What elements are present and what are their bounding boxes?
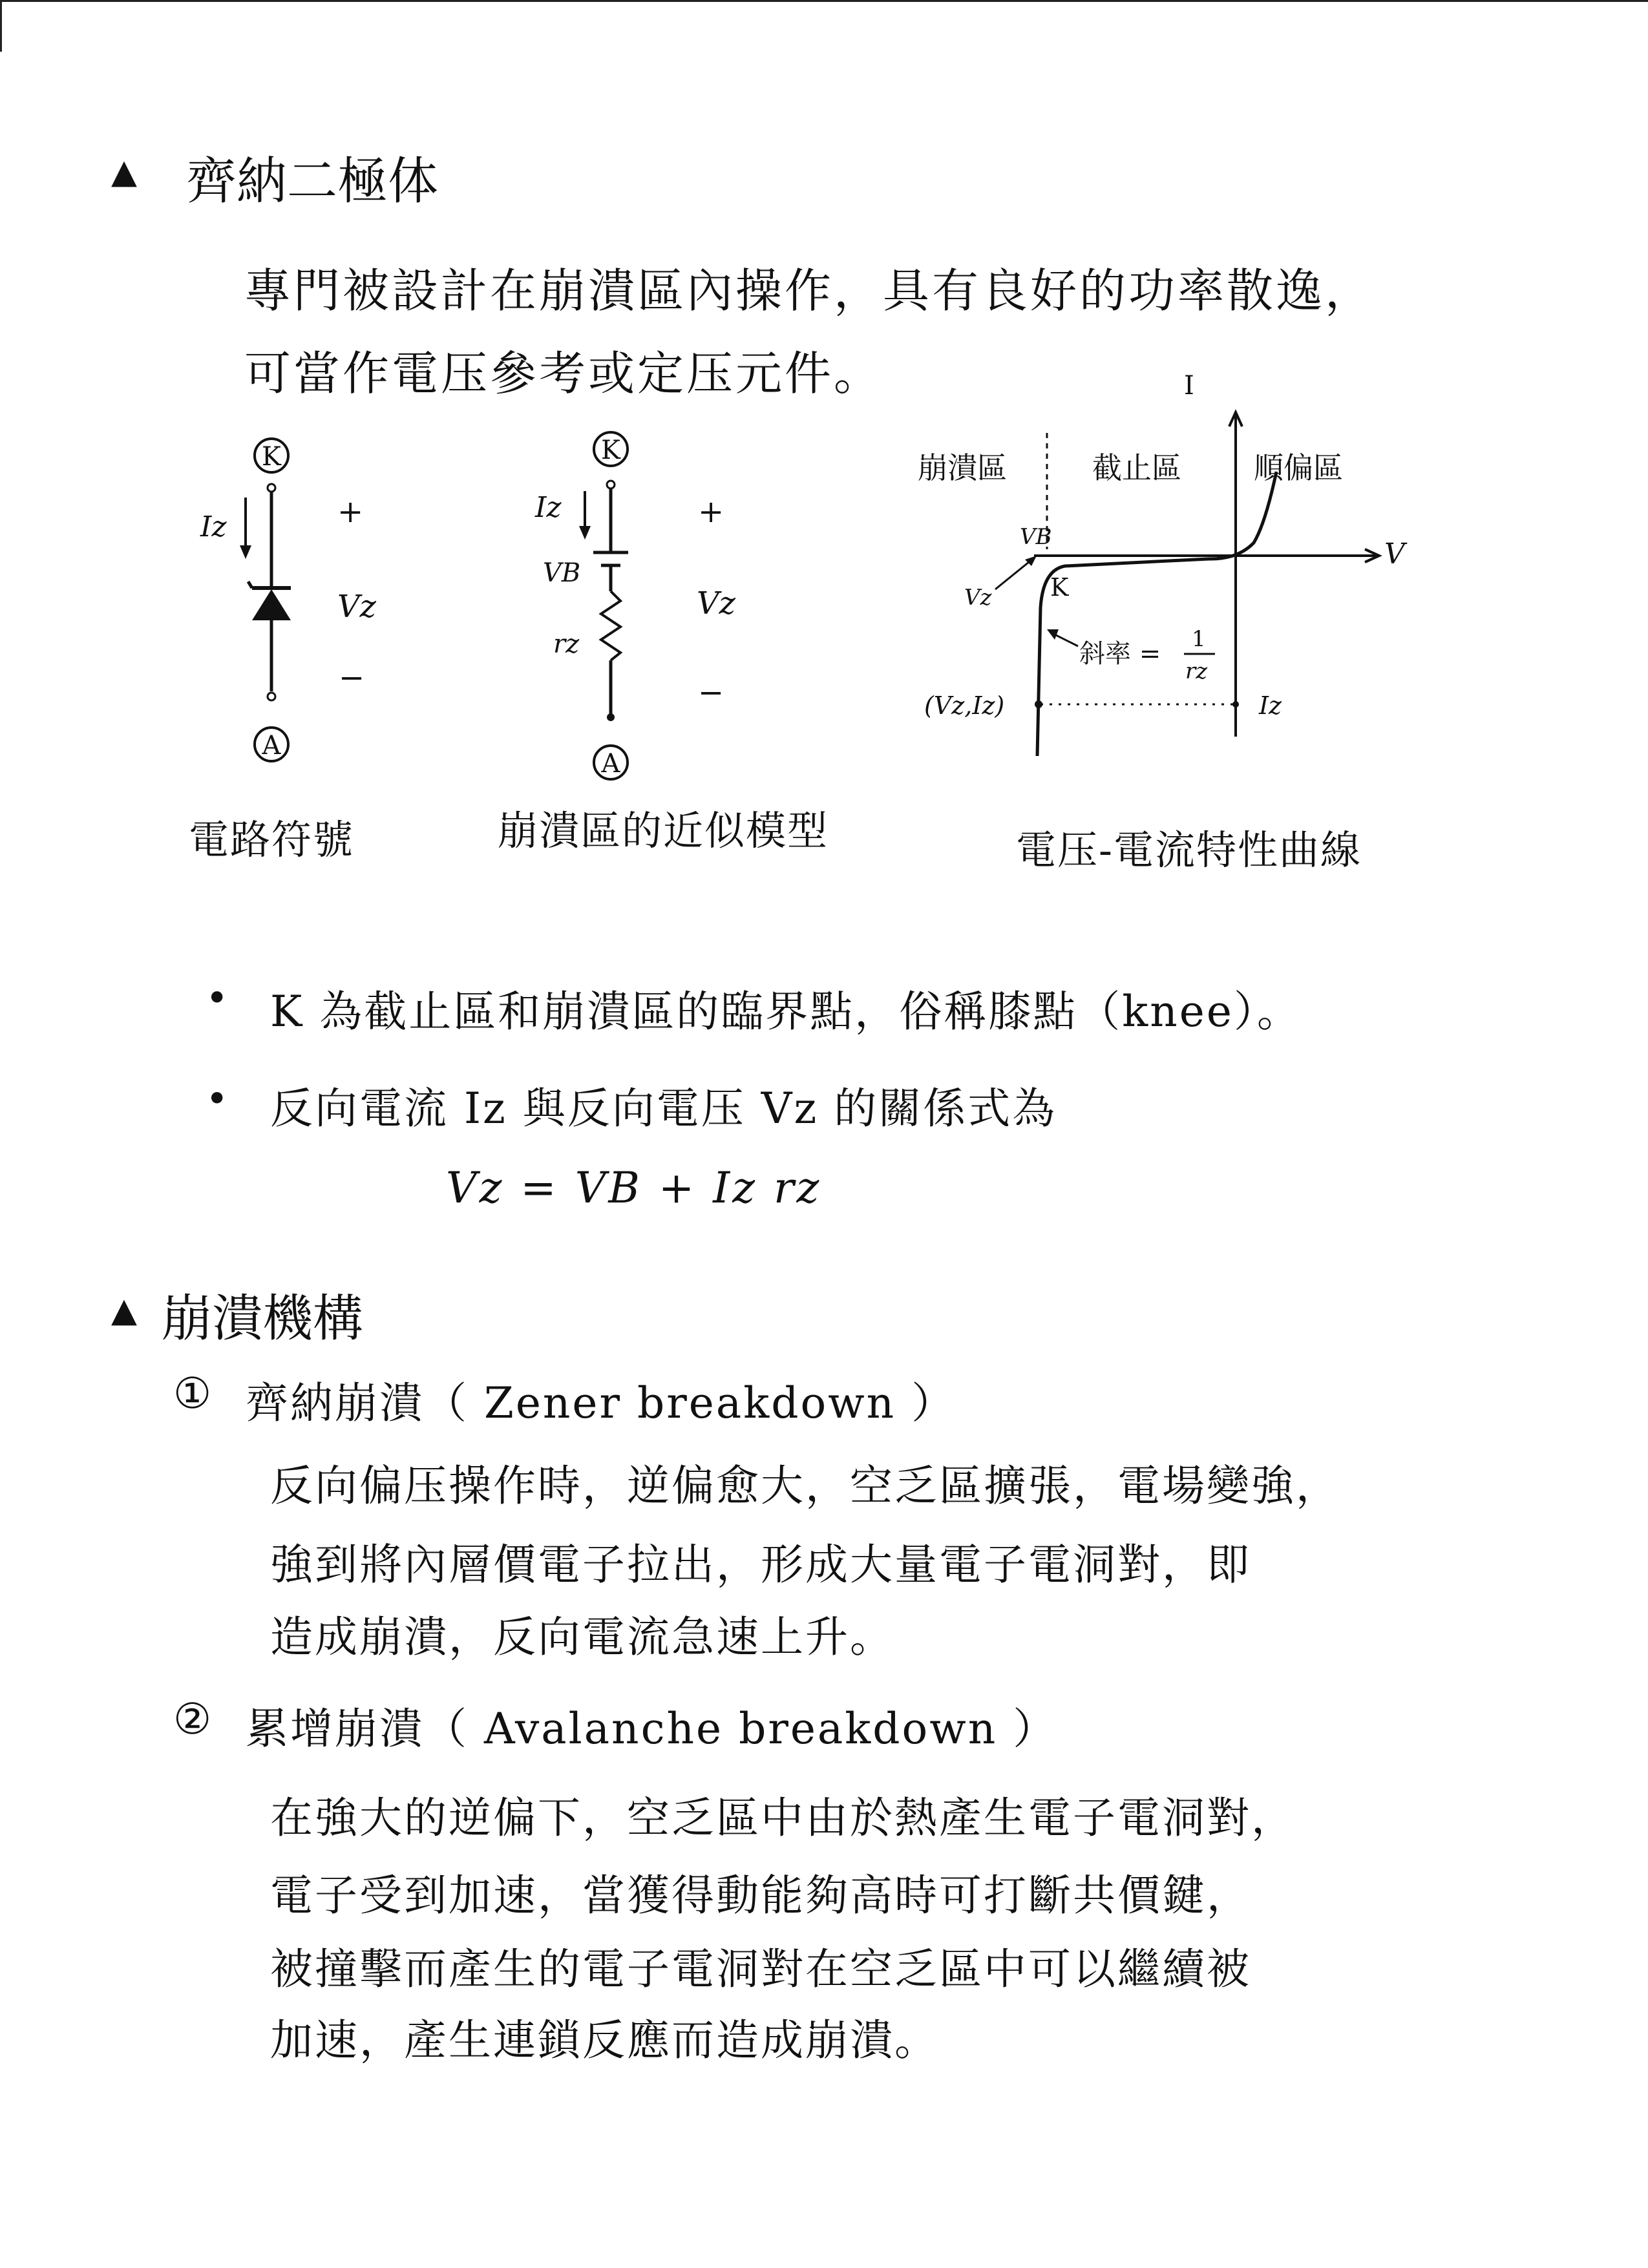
slope-denominator: rz [1185, 658, 1208, 684]
bullet-item-2: 反向電流 Iz 與反向電压 Vz 的關係式為 [270, 1084, 1057, 1133]
section1-title: 齊納二極体 [186, 152, 439, 211]
vz-pointer [995, 559, 1033, 589]
a-terminal-label: A [601, 749, 620, 779]
region-label-breakdown: 崩潰區 [918, 450, 1007, 485]
iz-annotation: Iz [1259, 691, 1282, 720]
bullet-dot-icon: • [206, 976, 229, 1021]
vb-annotation: VB [1020, 524, 1052, 550]
section2-title: 崩潰機構 [162, 1290, 364, 1348]
k-terminal-label: K [601, 436, 620, 465]
k-terminal-dot [268, 484, 275, 492]
a-terminal-dot [607, 713, 615, 721]
triangle-bullet-icon: ▲ [111, 1291, 137, 1330]
a-terminal-dot [268, 693, 275, 700]
zener-triangle [252, 589, 291, 620]
current-label: Iz [200, 510, 227, 543]
item-line: 被撞擊而產生的電子電洞對在空乏區中可以繼續被 [270, 1944, 1251, 1994]
minus-label: − [698, 675, 724, 711]
item-title: 累增崩潰（ Avalanche breakdown ） [246, 1704, 1058, 1754]
zener-bar-tail [248, 582, 252, 588]
slope-numerator: 1 [1192, 626, 1206, 652]
a-terminal-label: A [262, 731, 281, 761]
model-caption: 崩潰區的近似模型 [498, 807, 829, 854]
region-label-forward: 順偏區 [1254, 450, 1343, 485]
vi-chart-svg [905, 362, 1409, 775]
scan-edge-top [0, 0, 1648, 2]
operating-point-marker [1035, 700, 1042, 708]
bullet-item-1: K 為截止區和崩潰區的臨界點，俗稱膝點（knee）。 [270, 987, 1302, 1036]
current-arrow-head [240, 545, 251, 559]
x-axis-label: V [1384, 538, 1405, 571]
item-number: ② [173, 1694, 214, 1744]
plus-label: + [698, 494, 724, 530]
k-terminal-label: K [262, 442, 281, 472]
vz-annotation: Vz [964, 585, 992, 611]
vi-curve [1037, 472, 1276, 756]
resistor-zigzag [601, 591, 620, 660]
k-terminal-dot [607, 481, 615, 488]
current-arrow-head [579, 526, 591, 540]
item-line: 造成崩潰，反向電流急速上升。 [270, 1612, 894, 1662]
item-line: 在強大的逆偏下，空乏區中由於熱產生電子電洞對， [270, 1793, 1296, 1843]
slope-annotation: 斜率 = [1079, 639, 1161, 669]
item-line: 反向偏压操作時，逆偏愈大，空乏區擴張，電場變強， [270, 1461, 1340, 1511]
plus-label: + [337, 494, 364, 530]
knee-annotation: K [1050, 573, 1069, 602]
item-title: 齊納崩潰（ Zener breakdown ） [246, 1378, 956, 1428]
approx-model-svg [504, 420, 776, 795]
bullet-dot-icon: • [206, 1076, 229, 1122]
intro-line-2: 可當作電压參考或定压元件。 [244, 346, 883, 401]
rz-label: rz [553, 629, 580, 659]
operating-point-annotation: (Vz,Iz) [924, 691, 1005, 720]
current-label: Iz [535, 491, 562, 524]
relation-equation: Vz = VB + Iz rz [446, 1163, 822, 1213]
circuit-symbol-svg [155, 426, 427, 788]
item-line: 加速，產生連鎖反應而造成崩潰。 [270, 2015, 939, 2065]
item-line: 強到將內層價電子拉出，形成大量電子電洞對，即 [270, 1540, 1251, 1590]
region-label-cutoff: 截止區 [1092, 450, 1181, 485]
minus-label: − [339, 660, 365, 696]
item-number: ① [173, 1369, 214, 1418]
voltage-label: Vz [697, 585, 735, 622]
circuit-caption: 電路符號 [189, 816, 355, 863]
voltage-label: Vz [337, 589, 376, 625]
chart-caption: 電压-電流特性曲線 [1016, 826, 1362, 874]
y-axis-label: I [1184, 371, 1194, 401]
intro-line-1: 專門被設計在崩潰區內操作，具有良好的功率散逸， [244, 264, 1375, 318]
triangle-bullet-icon: ▲ [111, 152, 137, 191]
scan-edge-left [0, 0, 2, 52]
iz-axis-marker [1232, 701, 1239, 708]
vb-label: VB [543, 558, 581, 588]
item-line: 電子受到加速，當獲得動能夠高時可打斷共價鍵， [270, 1871, 1251, 1920]
